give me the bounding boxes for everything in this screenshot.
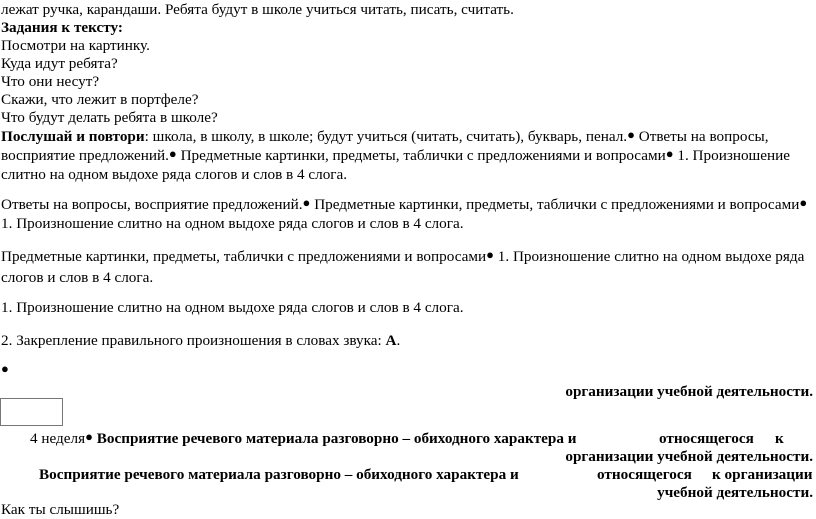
- bullet-icon: ●: [168, 146, 177, 161]
- week-k: к: [775, 430, 784, 447]
- week-continuation: организации учебной деятельности.: [565, 448, 813, 465]
- instruction-bold: Послушай и повтори: [1, 128, 145, 145]
- block2-k: к организации: [712, 466, 813, 483]
- block2-continuation: учебной деятельности.: [657, 484, 813, 501]
- question-3: Что они несут?: [1, 73, 100, 90]
- question-4: Скажи, что лежит в портфеле?: [1, 91, 199, 108]
- week-relation: относящегося: [659, 430, 754, 447]
- week-line: 4 неделя● Восприятие речевого материала разговорно – обиходного характера и: [30, 429, 577, 447]
- tasks-heading: Задания к тексту:: [1, 19, 123, 36]
- last-line: Как ты слышишь?: [1, 501, 120, 518]
- question-5: Что будут делать ребята в школе?: [1, 109, 218, 126]
- bullet-icon: ●: [665, 146, 674, 161]
- bullet-icon: ●: [627, 127, 635, 142]
- bullet-icon: ●: [799, 195, 808, 210]
- right-aligned-text: организации учебной деятельности.: [565, 383, 813, 400]
- block2-line: Восприятие речевого материала разговорно – обиходного характера и: [39, 466, 519, 483]
- paragraph-2: Ответы на вопросы, восприятие предложений.● Предметные картинки, предметы, таблички с предложениями и вопросами● 1. Произношение слитно на одном выдохе ряда слогов и слов в 4 слога.: [1, 195, 808, 232]
- bullet-icon: ●: [1, 361, 9, 376]
- paragraph-1: Послушай и повтори: школа, в школу, в школе; будут учиться (читать, считать), букварь, пенал.● Ответы на вопросы, восприятие предложений.● Предметные картинки, предметы, таблички с предложениями и вопросами● 1. Произношение слитно на одном выдохе ряда слогов и слов в 4 слога.: [1, 127, 790, 183]
- text-line: лежат ручка, карандаши. Ребята будут в школе учиться читать, писать, считать.: [1, 1, 514, 18]
- bullet-icon: ●: [302, 195, 311, 210]
- question-2: Куда идут ребята?: [1, 55, 118, 72]
- question-1: Посмотри на картинку.: [1, 37, 150, 54]
- bullet-icon: ●: [486, 247, 494, 262]
- empty-box: [0, 398, 63, 426]
- paragraph-3: Предметные картинки, предметы, таблички с предложениями и вопросами● 1. Произношение слитно на одном выдохе ряда слогов и слов в 4 слога.: [1, 247, 805, 286]
- bullet-icon: ●: [85, 429, 93, 444]
- block2-relation: относящегося: [597, 466, 692, 483]
- paragraph-5: 2. Закрепление правильного произношения в словах звука: А.: [1, 332, 401, 349]
- paragraph-4: 1. Произношение слитно на одном выдохе ряда слогов и слов в 4 слога.: [1, 299, 464, 316]
